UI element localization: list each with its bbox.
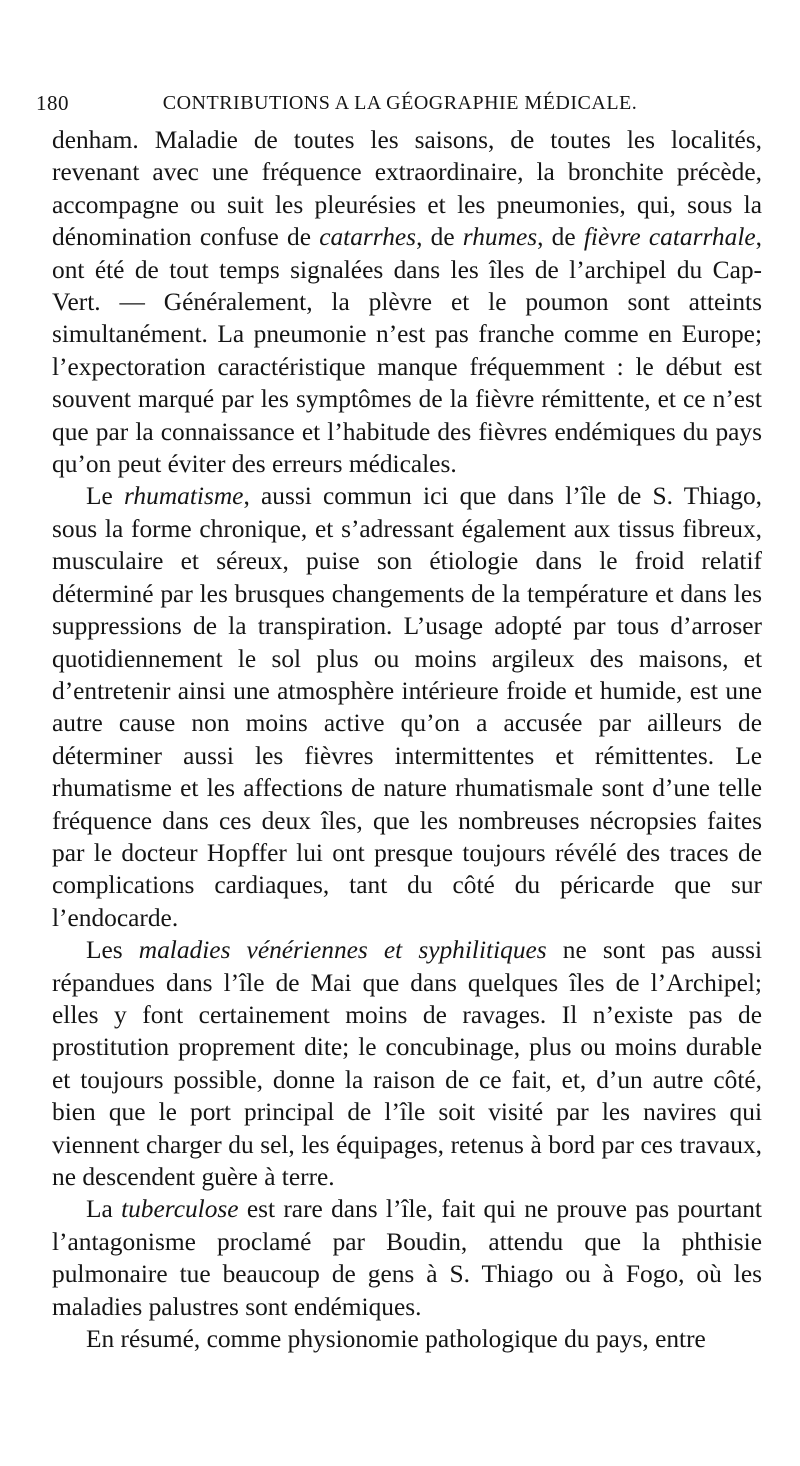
paragraph-tuberculosis [52,1193,762,1323]
paragraph-rheumatism [52,480,762,934]
italic-term: rhumes [462,223,538,252]
italic-term: maladies vénériennes et syphilitiques [138,936,547,965]
text-run: , de [416,223,463,252]
text-run: , de [537,223,584,252]
italic-term: rhumatisme [124,482,244,511]
paragraph-summary [52,1323,762,1355]
text-run: Les [86,936,139,965]
paragraph-venereal-diseases [52,934,762,1193]
running-title: CONTRIBUTIONS A LA GÉOGRAPHIE MÉDICALE. [162,92,638,114]
text-run: Le [86,482,124,511]
italic-term: tuberculose [121,1195,239,1224]
text-run: , aussi commun ici que dans l’île de S. Thiago, sous la forme chronique, et s’adressant également aux tissus fibreux, musculaire et séreux, puise son étiologie dans le froid relatif déterminé par les brusques changements de la température et dans les suppressions de la transpiration. L’usage adopté par tous d’arroser quotidiennement le sol plus ou moins argileux des maisons, et d’entretenir ainsi une atmosphère intérieure froide et humide, est une autre cause non moins active qu’on a accusée par ailleurs de déterminer aussi les fièvres intermittentes et rémittentes. Le rhumatisme et les affections de nature rhumatismale sont d’une telle fréquence dans ces deux îles, que les nombreuses nécropsies faites par le docteur Hopffer lui ont presque toujours révélé des traces de complications cardiaques, tant du côté du péricarde que sur l’endocarde. [52,482,762,932]
italic-term: catarrhes [319,223,417,252]
text-run: est rare dans l’île, fait qui ne prouve pas pourtant l’antagonisme proclamé par Boudin, attendu que la phthisie pulmonaire tue beaucoup de gens à S. Thiago ou à Fogo, où les maladies palustres sont endémiques. [52,1195,762,1321]
text-run: , ont été de tout temps signalées dans les îles de l’archipel du Cap-Vert. — Généralement, la plèvre et le poumon sont atteints simultanément. La pneumonie n’est pas franche comme en Europe; l’expectoration caractéristique manque fréquemment : le début est souvent marqué par les symptômes de la fièvre rémittente, et ce n’est que par la connaissance et l’habitude des fièvres endémiques du pays qu’on peut éviter des erreurs médicales. [52,223,763,479]
text-run: denham. Maladie de toutes les saisons, de toutes les localités, revenant avec une fréquence extraordinaire, la bronchite précède, accompagne ou suit les pleurésies et les pneumonies, qui, sous la dénomination confuse de [52,126,762,252]
text-run: En résumé, comme physionomie pathologique du pays, entre [86,1325,706,1354]
italic-term: fièvre catarrhale [583,223,756,252]
page-number: 180 [36,91,69,115]
running-head [36,88,764,118]
text-run: ne sont pas aussi répandues dans l’île de Mai que dans quelques îles de l’Archipel; elles y font certainement moins de ravages. Il n’existe pas de prostitution proprement dite; le concubinage, plus ou moins durable et toujours possible, donne la raison de ce fait, et, d’un autre côté, bien que le port principal de l’île soit visité par les navires qui viennent charger du sel, les équipages, retenus à bord par ces travaux, ne descendent guère à terre. [52,936,763,1191]
text-run: La [86,1195,122,1224]
paragraph-bronchitis [52,124,762,480]
body-text [52,124,762,1355]
